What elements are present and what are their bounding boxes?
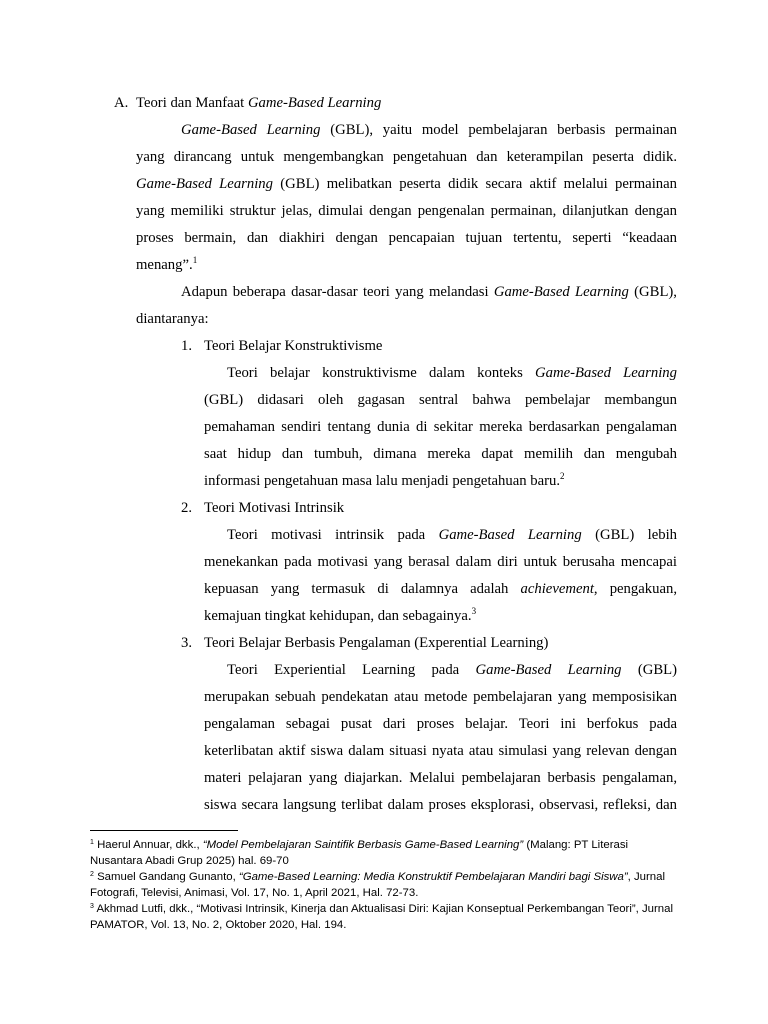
footnote-ref[interactable]: 1: [192, 255, 198, 265]
list-item-title: Teori Belajar Berbasis Pengalaman (Experential Learning): [204, 635, 549, 651]
section-heading: [114, 94, 128, 112]
paragraph-line: materi pelajaran yang diajarkan. Melalui pembelajaran berbasis pengalaman,: [204, 770, 677, 786]
paragraph-line: kepuasan yang termasuk di dalamnya adalah achievement, pengakuan,: [204, 581, 677, 597]
list-item-number: 1.: [181, 338, 193, 354]
paragraph-line: yang dirancang untuk mengembangkan pengetahuan dan keterampilan peserta didik.: [136, 149, 677, 165]
footnote-ref[interactable]: 2: [560, 471, 565, 481]
paragraph-line: siswa secara langsung terlibat dalam proses eksplorasi, observasi, refleksi, dan: [204, 797, 677, 813]
paragraph-line: saat hidup dan tumbuh, dimana mereka dapat memilih dan mengubah: [204, 446, 677, 462]
paragraph-line: diantaranya:: [136, 311, 209, 327]
paragraph-line: Game-Based Learning (GBL) melibatkan peserta didik secara aktif melalui permainan: [136, 176, 677, 192]
paragraph-line: Game-Based Learning (GBL), yaitu model pembelajaran berbasis permainan: [181, 122, 677, 138]
paragraph-line: proses bermain, dan diakhiri dengan pencapaian tujuan tertentu, seperti “keadaan: [136, 230, 677, 246]
section-title: Teori dan Manfaat Game-Based Learning: [136, 95, 382, 111]
paragraph-line: menang”.$^1$: [136, 255, 198, 273]
list-item-title: Teori Belajar Konstruktivisme: [204, 338, 383, 354]
list-item-number: 3.: [181, 635, 193, 651]
paragraph-line: Teori belajar konstruktivisme dalam konteks Game-Based Learning: [227, 365, 677, 381]
paragraph-line: Teori motivasi intrinsik pada Game-Based Learning (GBL) lebih: [227, 527, 677, 543]
footnote-continuation: Nusantara Abadi Grup 2025) hal. 69-70: [90, 855, 289, 867]
paragraph-line: merupakan sebuah pendekatan atau metode pembelajaran yang memposisikan: [204, 689, 677, 705]
list-item-title: Teori Motivasi Intrinsik: [204, 500, 345, 516]
list-item-number: 2.: [181, 500, 193, 516]
paragraph-line: Adapun beberapa dasar-dasar teori yang melandasi Game-Based Learning (GBL),: [181, 284, 677, 300]
paragraph-line: yang memiliki struktur jelas, dimulai dengan pengenalan permainan, dilanjutkan dengan: [136, 203, 677, 219]
footnote-ref[interactable]: 3: [471, 606, 477, 616]
footnote: $^3$ Akhmad Lutfi, dkk., “Motivasi Intrinsik, Kinerja dan Aktualisasi Diri: Kajian Konseptual Perkembangan Teori”, Jurnal: [90, 903, 673, 915]
paragraph-line: keterlibatan aktif siswa dalam situasi nyata atau simulasi yang relevan dengan: [204, 743, 677, 759]
paragraph-line: kemajuan tingkat kehidupan, dan sebagainya.$^3$: [204, 606, 477, 624]
paragraph-line: informasi pengetahuan masa lalu menjadi pengetahuan baru.$^2$: [204, 471, 565, 489]
footnote-continuation: Fotografi, Televisi, Animasi, Vol. 17, No. 1, April 2021, Hal. 72-73.: [90, 887, 419, 899]
paragraph-line: pemahaman sendiri tentang dunia di sekitar mereka berdasarkan pengalaman: [204, 419, 677, 435]
paragraph-line: Teori Experiential Learning pada Game-Based Learning (GBL): [227, 662, 677, 678]
footnote: $^1$ Haerul Annuar, dkk., “Model Pembelajaran Saintifik Berbasis Game-Based Learning” (Malang: PT Literasi: [90, 839, 629, 851]
paragraph-line: (GBL) didasari oleh gagasan sentral bahwa pembelajar membangun: [204, 392, 677, 408]
paragraph-line: menekankan pada motivasi yang berasal dalam diri untuk berusaha mencapai: [204, 554, 677, 570]
footnote-continuation: PAMATOR, Vol. 13, No. 2, Oktober 2020, Hal. 194.: [90, 919, 347, 931]
footnote: $^2$ Samuel Gandang Gunanto, “Game-Based Learning: Media Konstruktif Pembelajaran Mandiri bagi Siswa”, Jurnal: [90, 871, 666, 883]
paragraph-line: pengalaman sebagai pusat dari proses belajar. Teori ini berfokus pada: [204, 716, 677, 732]
section-letter: A.: [114, 95, 129, 111]
footnote-separator: [90, 830, 238, 831]
